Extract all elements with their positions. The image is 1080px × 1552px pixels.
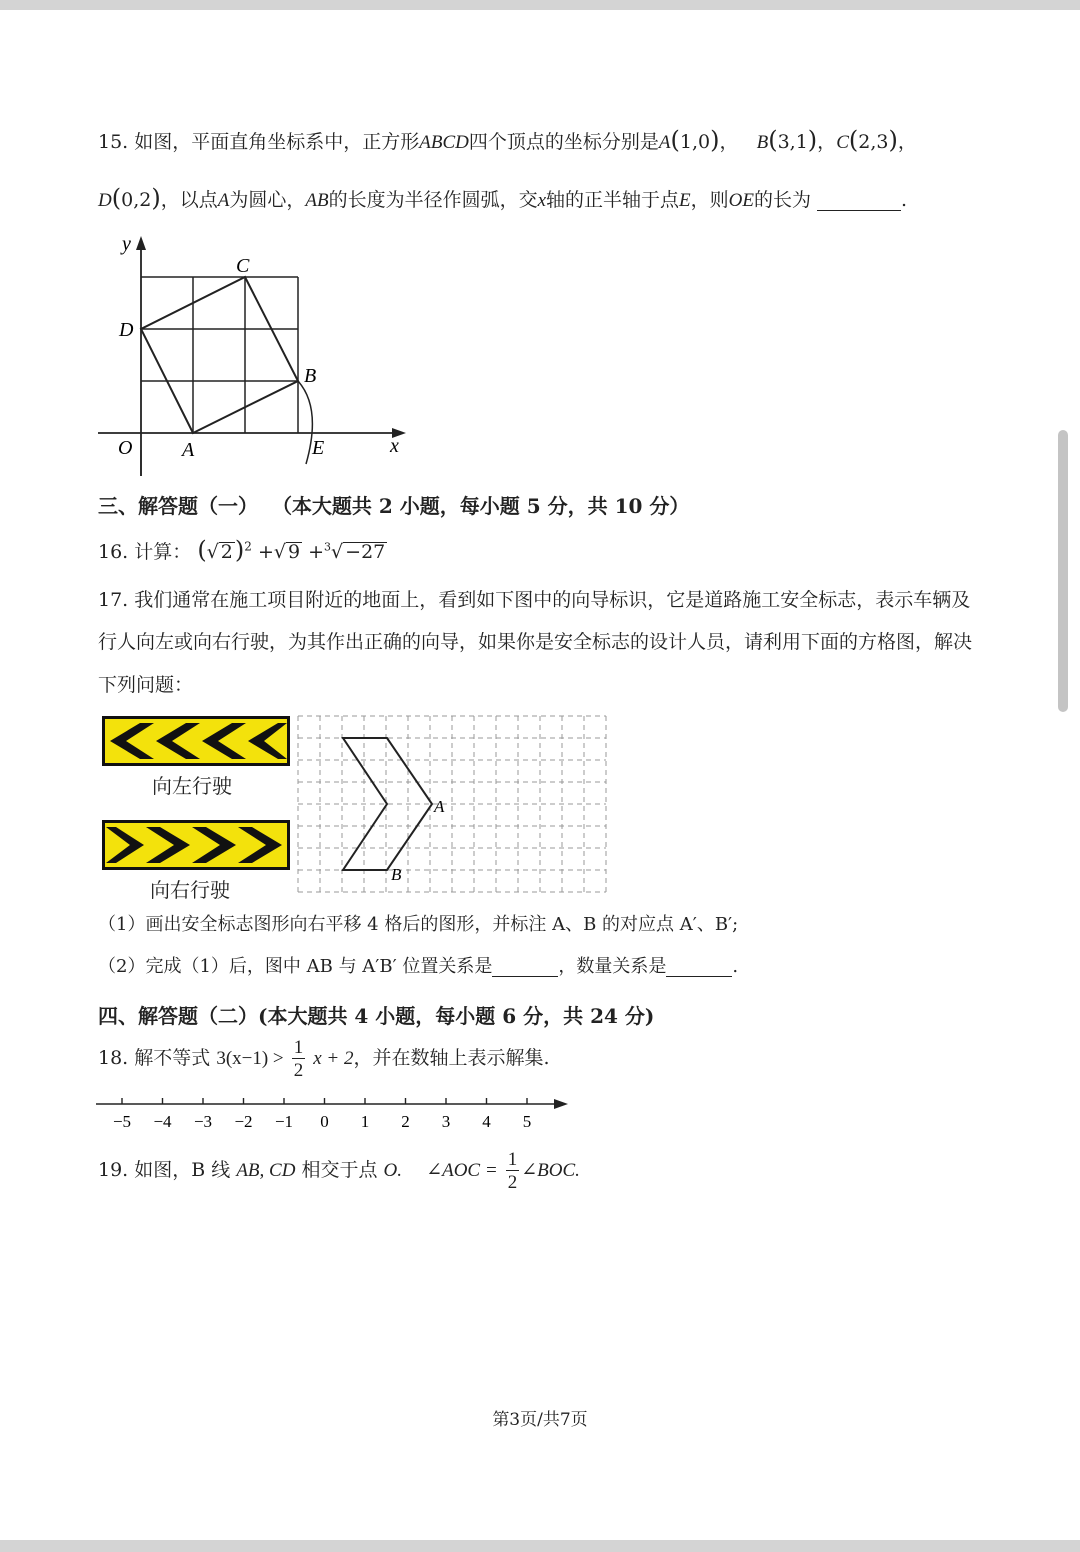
- section-4-heading: 四、解答题（二）(本大题共 4 小题，每小题 6 分，共 24 分): [98, 1004, 655, 1028]
- number-line-tick-label: −5: [112, 1112, 132, 1131]
- label-a: A: [434, 797, 445, 816]
- number-line-tick-label: −4: [153, 1112, 172, 1131]
- number-line: [96, 1094, 576, 1134]
- scrollbar-thumb[interactable]: [1058, 430, 1068, 712]
- fraction-one-half: $\frac{1}{2}$: [507, 1149, 518, 1193]
- q17-sub-1: （1）画出安全标志图形向右平移 4 格后的图形，并标注 A、B 的对应点 A′、B′;: [98, 914, 739, 935]
- label-b: B: [391, 865, 402, 884]
- answer-blank-position[interactable]: [492, 958, 558, 977]
- q17-grid-figure: [296, 714, 612, 896]
- label-x: x: [390, 435, 399, 457]
- number-line-tick-label: −3: [193, 1112, 213, 1131]
- label-d: D: [119, 319, 134, 341]
- q17-line-3: 下列问题：: [98, 674, 194, 696]
- chevron-left-icon: [102, 716, 290, 766]
- number-line-tick-label: 5: [522, 1112, 532, 1131]
- sign-left-caption: 向左行驶: [152, 774, 232, 798]
- label-a: A: [182, 439, 195, 461]
- answer-blank-quantity[interactable]: [666, 958, 732, 977]
- bottom-edge-bar: [0, 1540, 1080, 1552]
- number-line-tick-label: 4: [482, 1112, 491, 1131]
- number-line-arrow: [554, 1099, 568, 1109]
- fraction-one-half: $\frac{1}{2}$: [293, 1037, 304, 1081]
- arc-be: [298, 381, 312, 464]
- page-number: 第3页/共7页: [492, 1410, 588, 1430]
- top-edge-bar: [0, 0, 1080, 10]
- label-b: B: [304, 365, 317, 387]
- answer-blank[interactable]: [817, 191, 901, 211]
- q19-statement: 19. 如图，B 线 AB, CD 相交于点 O. ∠AOC = $\frac{1}{2}$ ∠BOC.: [98, 1149, 580, 1193]
- q17-line-2: 行人向左或向右行驶，为其作出正确的向导，如果你是安全标志的设计人员，请利用下面的方格图，解决: [98, 631, 973, 653]
- q15-line-2: D(0,2)，以点A为圆心，AB的长度为半径作圆弧，交x轴的正半轴于点E，则OE的长为 .: [98, 184, 908, 212]
- number-line-tick-label: −1: [274, 1112, 294, 1131]
- number-line-tick-label: 1: [360, 1112, 370, 1131]
- sign-right-caption: 向右行驶: [150, 878, 230, 902]
- q17-line-1: 17. 我们通常在施工项目附近的地面上，看到如下图中的向导标识，它是道路施工安全标志，表示车辆及: [98, 589, 971, 611]
- chevron-right-icon: [102, 820, 290, 870]
- q17-sub-2: （2）完成（1）后，图中 AB 与 A′B′ 位置关系是 ，数量关系是 .: [98, 956, 739, 977]
- q15-line-1: 15. 如图，平面直角坐标系中，正方形ABCD四个顶点的坐标分别是A(1,0)， B(3,1)，C(2,3)，: [98, 126, 917, 154]
- label-c: C: [236, 255, 250, 277]
- label-e: E: [312, 437, 325, 459]
- square-abcd: [141, 277, 298, 433]
- q16-expression: 16. 计算： (√ 2)$^2$ +√ 9 +$^3$√ −27: [98, 536, 386, 564]
- q18-inequality: 18. 解不等式 3(x−1) > $\frac{1}{2}$ x + 2，并在数轴上表示解集.: [98, 1037, 550, 1081]
- q15-coordinate-figure: [90, 228, 420, 480]
- number-line-tick-label: 0: [320, 1112, 329, 1131]
- label-y: y: [122, 233, 131, 255]
- number-line-tick-label: −2: [234, 1112, 253, 1131]
- label-o: O: [118, 437, 133, 459]
- sign-right-arrows: [102, 820, 290, 870]
- y-axis-arrow: [136, 236, 146, 250]
- number-line-tick-label: 3: [441, 1112, 451, 1131]
- sign-left-arrows: [102, 716, 290, 766]
- number-line-tick-label: 2: [401, 1112, 410, 1131]
- section-3-heading: 三、解答题（一） （本大题共 2 小题，每小题 5 分，共 10 分）: [98, 494, 690, 518]
